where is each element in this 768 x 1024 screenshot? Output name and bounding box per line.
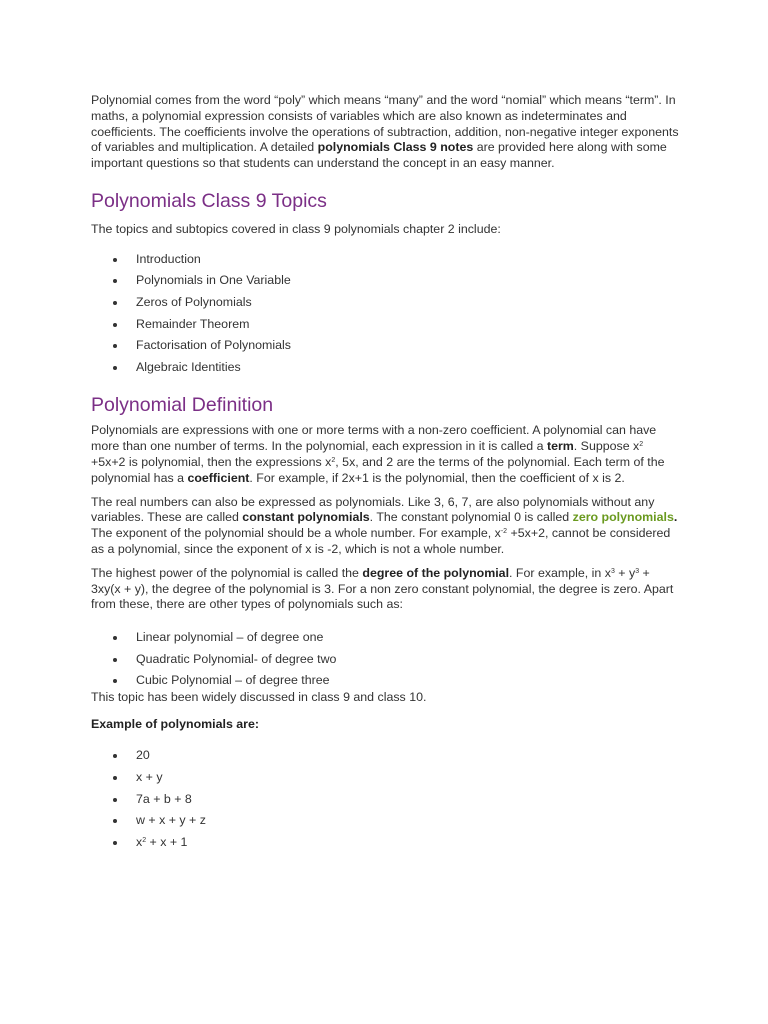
text: + y <box>614 565 636 580</box>
definition-heading: Polynomial Definition <box>91 394 274 417</box>
intro-text-end: are provided here along with some important questions so that students can understand the concept in an easy manner. <box>91 140 667 171</box>
text: The exponent of the polynomial should be a whole number. For example, x <box>91 526 501 541</box>
text: . For example, in x <box>509 565 611 580</box>
list-item: 20 <box>91 745 681 767</box>
topics-list <box>91 249 681 379</box>
examples-heading <box>91 717 681 733</box>
text: + x + 1 <box>146 834 188 849</box>
text: +5x+2, cannot be considered as a polynomial, since the exponent of x is -2, which is not a whole number. <box>91 526 671 556</box>
list-item: Linear polynomial – of degree one <box>91 627 681 649</box>
text: + 3xy(x + y), the degree of the polynomial is 3. For a non zero constant polynomial, the degree is zero. Apart from these, there are other types of polynomials such as: <box>91 565 674 612</box>
text: x <box>136 834 143 849</box>
intro-paragraph <box>91 93 681 172</box>
list-item: Remainder Theorem <box>91 314 681 336</box>
list-item: Introduction <box>91 249 681 271</box>
after-types-text: This topic has been widely discussed in class 9 and class 10. <box>91 689 427 704</box>
superscript: 3 <box>635 567 640 575</box>
bold-text: term <box>546 439 574 454</box>
list-item <box>91 832 681 854</box>
bold-text: Example of polynomials are: <box>91 716 260 731</box>
bold-text: constant polynomials <box>242 510 370 525</box>
text: Polynomials are expressions with one or more terms with a non-zero coefficient. A polynomial can have more than one number of terms. In the polynomial, each expression in it is called a <box>91 423 657 454</box>
topics-lead: The topics and subtopics covered in class 9 polynomials chapter 2 include: <box>91 221 501 236</box>
superscript: -2 <box>500 528 508 536</box>
list-item: Algebraic Identities <box>91 357 681 379</box>
definition-paragraph-1 <box>91 423 681 486</box>
list-item: Zeros of Polynomials <box>91 292 681 314</box>
list-item: w + x + y + z <box>91 810 681 832</box>
highlight-text: zero polynomials <box>572 510 674 525</box>
topics-heading: Polynomials Class 9 Topics <box>91 189 327 212</box>
bold-text: . <box>673 510 678 525</box>
definition-paragraph-3 <box>91 566 681 613</box>
text: . For example, if 2x+1 is the polynomial, then the coefficient of x is 2. <box>249 470 625 485</box>
text: . The constant polynomial 0 is called <box>369 510 573 525</box>
text: The real numbers can also be expressed as polynomials. Like 3, 6, 7, are also polynomials without any variables. These are called <box>91 494 655 525</box>
list-item: Polynomials in One Variable <box>91 270 681 292</box>
superscript: 2 <box>142 836 147 844</box>
bold-text: coefficient <box>187 470 250 485</box>
superscript: 2 <box>331 456 336 464</box>
text: . Suppose x <box>573 439 640 454</box>
article-content <box>91 93 681 853</box>
list-item: Cubic Polynomial – of degree three <box>91 670 681 692</box>
list-item: x + y <box>91 767 681 789</box>
list-item: 7a + b + 8 <box>91 789 681 811</box>
superscript: 3 <box>610 567 615 575</box>
definition-paragraph-2 <box>91 495 681 558</box>
types-list <box>91 627 681 692</box>
superscript: 2 <box>639 441 644 449</box>
text: The highest power of the polynomial is called the <box>91 565 363 580</box>
intro-bold-text: polynomials Class 9 notes <box>317 140 474 155</box>
text: , 5x, and 2 are the terms of the polynomial. Each term of the polynomial has a <box>91 454 665 485</box>
intro-text: Polynomial comes from the word “poly” which means “many” and the word “nomial” which means “term”. In maths, a polynomial expression consists of variables which are also known as indeterminates and coefficients. The coefficients involve the operations of subtraction, addition, non-negative integer exponents of variables and multiplication. A detailed <box>91 93 679 155</box>
text: +5x+2 is polynomial, then the expressions x <box>91 454 332 469</box>
bold-text: degree of the polynomial <box>362 565 510 580</box>
list-item: Factorisation of Polynomials <box>91 335 681 357</box>
list-item: Quadratic Polynomial- of degree two <box>91 649 681 671</box>
examples-list <box>91 745 681 853</box>
